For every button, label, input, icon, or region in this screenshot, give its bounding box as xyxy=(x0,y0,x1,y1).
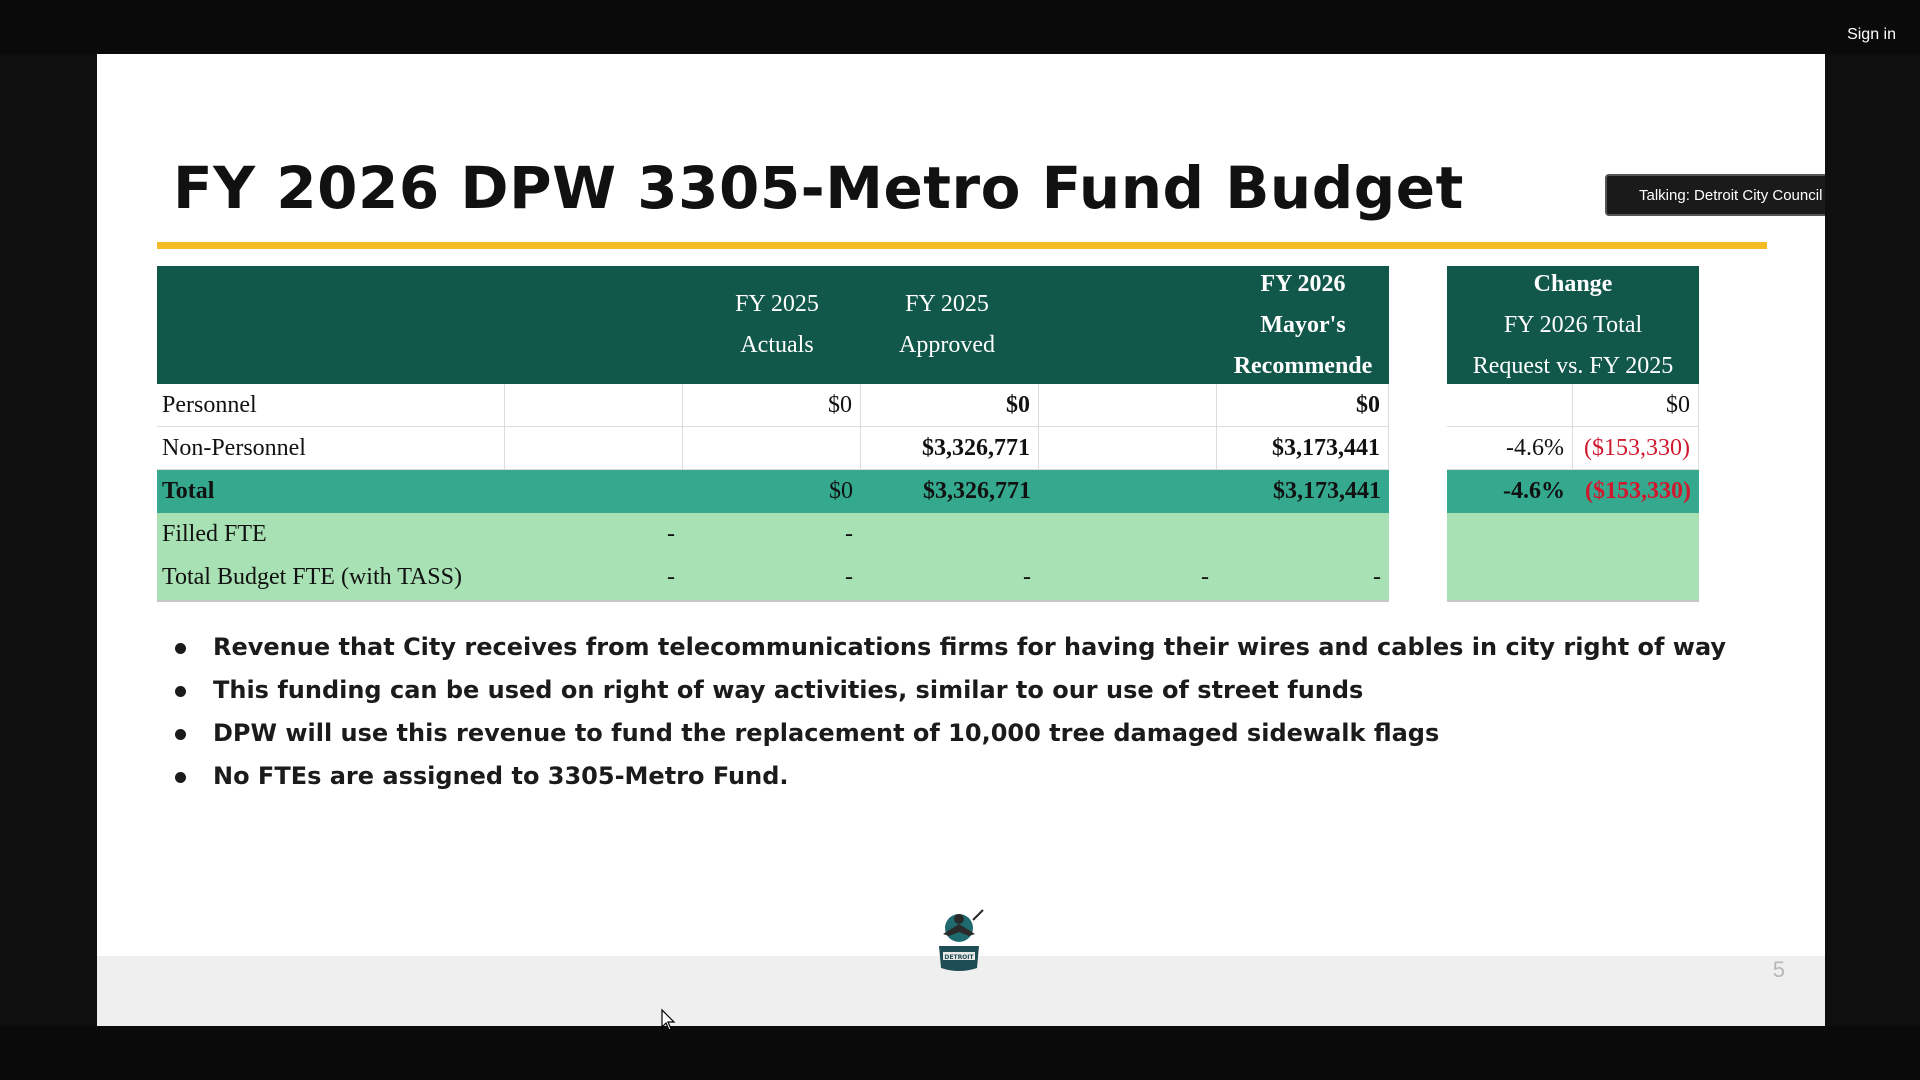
bullet-dot xyxy=(175,686,186,697)
cell-recommended: $0 xyxy=(1217,384,1389,427)
cell-actuals: $0 xyxy=(829,478,853,504)
cell-change-amt: ($153,330) xyxy=(1573,427,1699,470)
talking-indicator xyxy=(1605,174,1825,216)
change-header xyxy=(1447,266,1699,384)
cell-dash: - xyxy=(667,564,675,590)
cell-actuals xyxy=(683,427,861,470)
header-fy2025-actuals: FY 2025 Actuals xyxy=(735,291,819,358)
cell-dash: - xyxy=(1023,564,1031,590)
row-label: Personnel xyxy=(157,384,505,427)
presentation-slide xyxy=(97,54,1825,1026)
header-fy2025-approved: FY 2025 Approved xyxy=(899,291,995,358)
table-row xyxy=(157,427,1699,470)
row-label: Filled FTE xyxy=(162,521,267,547)
cell-change-amt: ($153,330) xyxy=(1585,478,1691,504)
header-fy2026-recommended: FY 2026 Mayor's Recommende xyxy=(1233,271,1373,379)
cell-approved: $3,326,771 xyxy=(923,478,1031,504)
cell-approved: $3,326,771 xyxy=(861,427,1039,470)
title-underline xyxy=(157,242,1767,249)
row-label: Total Budget FTE (with TASS) xyxy=(162,564,462,590)
cell-dash: - xyxy=(667,521,675,547)
table-row xyxy=(157,384,1699,427)
table-header xyxy=(157,266,1389,384)
video-bottom-bar xyxy=(0,1026,1920,1080)
list-item: Revenue that City receives from telecommunications firms for having their wires and cables in city right of way xyxy=(173,626,1726,669)
table-row-fte xyxy=(157,513,1699,556)
header-change: Change FY 2026 Total Request vs. FY 2025 xyxy=(1472,271,1674,379)
cell-change-pct: -4.6% xyxy=(1447,427,1573,470)
cell-change-pct xyxy=(1447,384,1573,427)
cell-change-amt: $0 xyxy=(1573,384,1699,427)
slide-title: FY 2026 DPW 3305-Metro Fund Budget xyxy=(173,154,1464,222)
cell-dash: - xyxy=(1373,564,1381,590)
bullet-dot xyxy=(175,772,186,783)
sign-in-link[interactable]: Sign in xyxy=(1847,26,1896,43)
cell-dash: - xyxy=(845,521,853,547)
row-label: Non-Personnel xyxy=(157,427,505,470)
table-row-total xyxy=(157,470,1699,513)
list-item: This funding can be used on right of way activities, similar to our use of street funds xyxy=(173,669,1726,712)
cell-dash: - xyxy=(1201,564,1209,590)
cell-dash: - xyxy=(845,564,853,590)
svg-text:DETROIT: DETROIT xyxy=(944,954,974,961)
cell-recommended: $3,173,441 xyxy=(1217,427,1389,470)
bullet-list xyxy=(173,626,1726,798)
city-of-detroit-logo xyxy=(929,906,989,976)
bullet-dot xyxy=(175,729,186,740)
table-row-fte xyxy=(157,556,1699,602)
video-top-bar xyxy=(0,0,1920,54)
bullet-dot xyxy=(175,643,186,654)
list-item: DPW will use this revenue to fund the replacement of 10,000 tree damaged sidewalk flags xyxy=(173,712,1726,755)
cell-actuals: $0 xyxy=(683,384,861,427)
list-item: No FTEs are assigned to 3305-Metro Fund. xyxy=(173,755,1726,798)
talking-label: Talking: Detroit City Council xyxy=(1639,186,1823,204)
cell-change-pct: -4.6% xyxy=(1503,478,1565,504)
row-label: Total xyxy=(162,478,215,504)
mouse-cursor-icon xyxy=(660,1008,678,1032)
cell-recommended: $3,173,441 xyxy=(1273,478,1381,504)
cell-approved: $0 xyxy=(861,384,1039,427)
slide-page-number: 5 xyxy=(1772,957,1785,982)
